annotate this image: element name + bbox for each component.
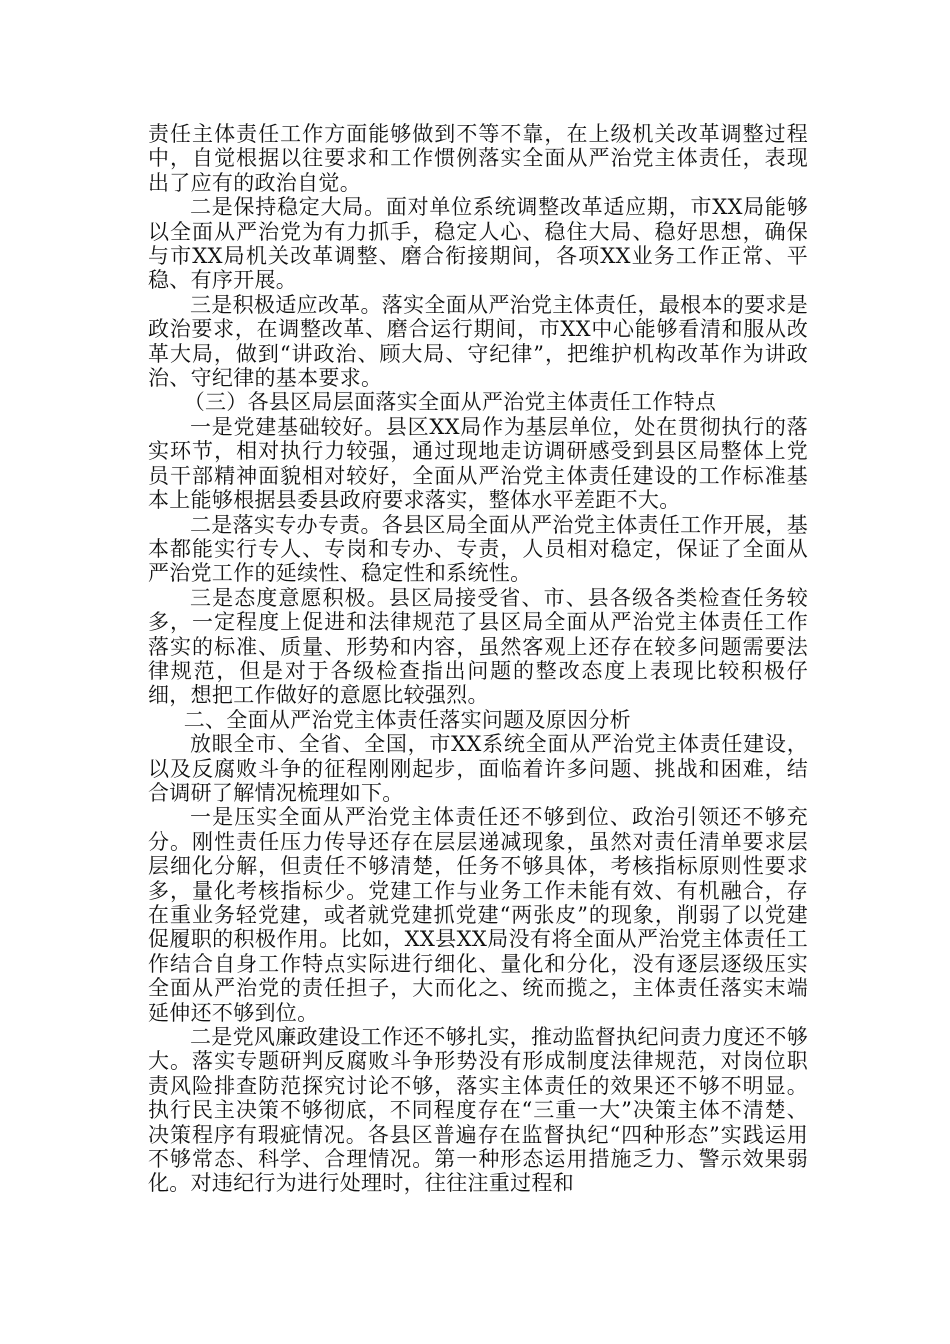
section-heading-problems: 二、全面从严治党主体责任落实问题及原因分析: [183, 707, 631, 732]
paragraph-adapt-reform: 三是积极适应改革。落实全面从严治党主体责任，最根本的要求是政治要求，在调整改革、磨合运行期间，市XX中心能够看清和服从改革大局，做到“讲政治、顾大局、守纪律”，把维护机构改革作为讲政治、守纪律的基本要求。: [148, 292, 808, 391]
paragraph-party-foundation: 一是党建基础较好。县区XX局作为基层单位，处在贯彻执行的落实环节，相对执行力较强，通过现地走访调研感受到县区局整体上党员干部精神面貌相对较好，全面从严治党主体责任建设的工作标准基本上能够根据县委县政府要求落实，整体水平差距不大。: [148, 414, 808, 513]
document-body: [148, 122, 808, 1196]
paragraph-positive-attitude: 三是态度意愿积极。县区局接受省、市、县各级各类检查任务较多，一定程度上促进和法律规范了县区局全面从严治党主体责任工作落实的标准、质量、形势和内容，虽然客观上还存在较多问题需要法律规范，但是对于各级检查指出问题的整改态度上表现比较积极仔细，想把工作做好的意愿比较强烈。: [148, 585, 808, 708]
paragraph-continuation: 责任主体责任工作方面能够做到不等不靠，在上级机关改革调整过程中，自觉根据以往要求和工作惯例落实全面从严治党主体责任，表现出了应有的政治自觉。: [148, 122, 808, 195]
paragraph-dedicated-staff: 二是落实专办专责。各县区局全面从严治党主体责任工作开展，基本都能实行专人、专岗和专办、专责，人员相对稳定，保证了全面从严治党工作的延续性、稳定性和系统性。: [148, 512, 808, 586]
paragraph-overview: 放眼全市、全省、全国，市XX系统全面从严治党主体责任建设，以及反腐败斗争的征程刚刚起步，面临着许多问题、挑战和困难，结合调研了解情况梳理如下。: [148, 732, 808, 805]
section-heading-county-level: （三）各县区局层面落实全面从严治党主体责任工作特点: [183, 390, 717, 415]
paragraph-stable-overall: 二是保持稳定大局。面对单位系统调整改革适应期，市XX局能够以全面从严治党为有力抓手，稳定人心、稳住大局、稳好思想，确保与市XX局机关改革调整、磨合衔接期间，各项XX业务工作正常、平稳、有序开展。: [148, 195, 808, 293]
paragraph-problem-one: 一是压实全面从严治党主体责任还不够到位、政治引领还不够充分。刚性责任压力传导还存在层层递减现象，虽然对责任清单要求层层细化分解，但责任不够清楚，任务不够具体，考核指标原则性要求多，量化考核指标少。党建工作与业务工作未能有效、有机融合，存在重业务轻党建，或者就党建抓党建“两张皮”的现象，削弱了以党建促履职的积极作用。比如，XX县XX局没有将全面从严治党主体责任工作结合自身工作特点实际进行细化、量化和分化，没有逐层逐级压实全面从严治党的责任担子，大而化之、统而揽之，主体责任落实末端延伸还不够到位。: [148, 805, 808, 1025]
paragraph-problem-two: 二是党风廉政建设工作还不够扎实，推动监督执纪问责力度还不够大。落实专题研判反腐败斗争形势没有形成制度法律规范，对岗位职责风险排查防范探究讨论不够，落实主体责任的效果还不够不明显。执行民主决策不够彻底，不同程度存在“三重一大”决策主体不清楚、决策程序有瑕疵情况。各县区普遍存在监督执纪“四种形态”实践运用不够常态、科学、合理情况。第一种形态运用措施乏力、警示效果弱化。对违纪行为进行处理时，往往注重过程和: [148, 1025, 808, 1196]
